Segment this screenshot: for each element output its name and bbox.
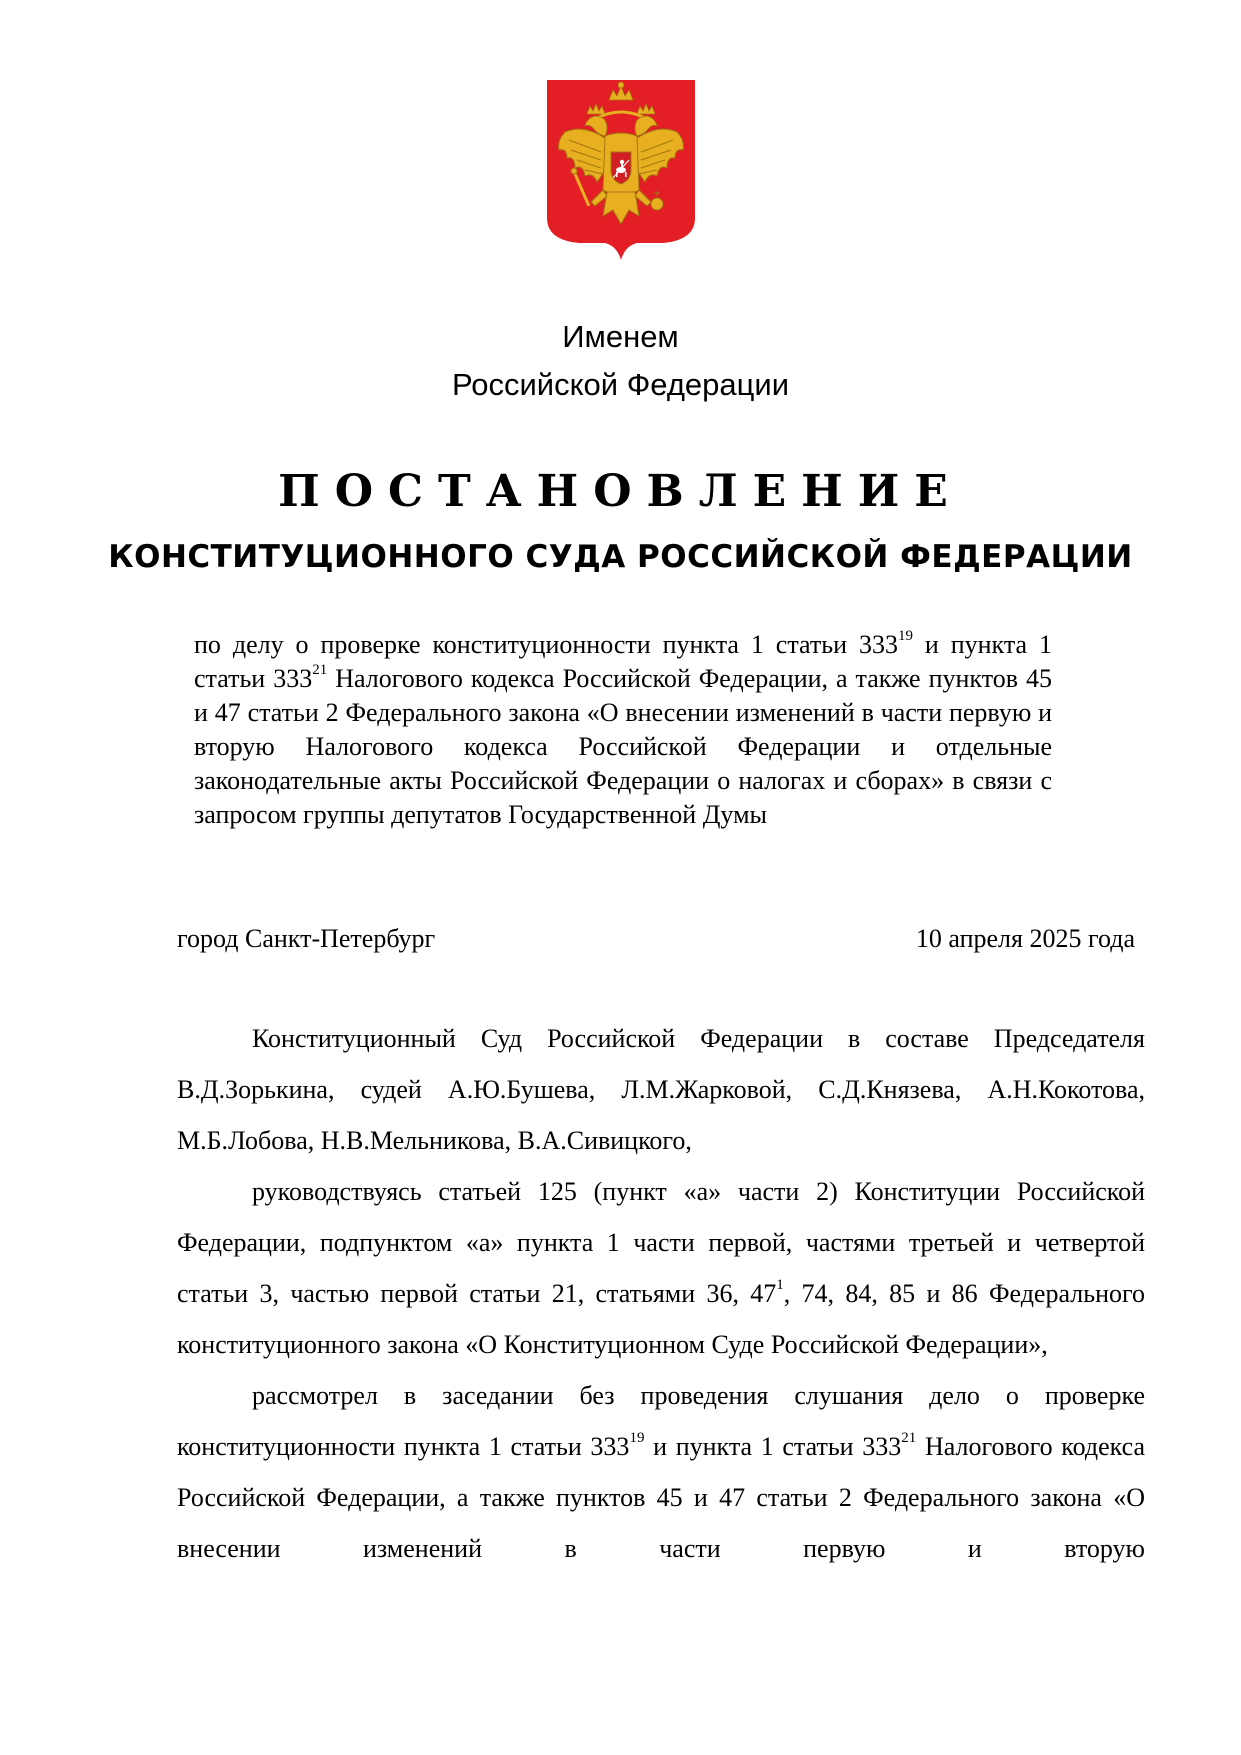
body-p2-part-1: руководствуясь статьей 125 (пункт «а» части 2) Конституции Российской Федерации, подпунктом «а» пункта 1 части первой, частями третьей и четвертой статьи 3, частью первой статьи 21, статьями 36, 47 [177, 1177, 1145, 1308]
date: 10 апреля 2025 года [915, 924, 1135, 953]
body-p3-part-2: и пункта 1 статьи 333 [644, 1432, 902, 1461]
body-p3-superscript-1: 19 [629, 1430, 645, 1447]
body-paragraph-guided-by [177, 1166, 1145, 1370]
header-line-1: Именем [562, 319, 679, 354]
case-text-part-3: Налогового кодекса Российской Федерации, а также пунктов 45 и 47 статьи 2 Федерального закона «О внесении изменений в части первую и вторую Налогового кодекса Российской Федерации и отдельные законодательные акты Российской Федерации о налогах и сборах» в связи с запросом группы депутатов Государственной Думы [194, 664, 1052, 829]
body-p3-superscript-2: 21 [901, 1430, 917, 1447]
case-superscript-1: 19 [897, 628, 913, 645]
case-description [194, 628, 1052, 832]
body-p2-part-2: , 74, 84, 85 и 86 Федерального конституционного закона «О Конституционном Суде Российской Федерации», [177, 1279, 1146, 1359]
body-p2-superscript: 1 [776, 1277, 784, 1294]
header-in-the-name [0, 313, 1241, 409]
case-superscript-2: 21 [312, 662, 328, 679]
document-body [177, 1013, 1145, 1574]
place-date-line [177, 921, 1135, 957]
body-paragraph-composition: Конституционный Суд Российской Федерации в составе Председателя В.Д.Зорькина, судей А.Ю.Бушева, Л.М.Жарковой, С.Д.Князева, А.Н.Кокотова, М.Б.Лобова, Н.В.Мельникова, В.А.Сивицкого, [177, 1024, 1145, 1155]
coat-of-arms-icon [545, 78, 697, 263]
document-subtitle: КОНСТИТУЦИОННОГО СУДА РОССИЙСКОЙ ФЕДЕРАЦИИ [108, 539, 1133, 575]
body-paragraph-considered [177, 1370, 1145, 1574]
body-p3-part-3: Налогового кодекса Российской Федерации, а также пунктов 45 и 47 статьи 2 Федерального закона «О внесении изменений в части первую и вторую [177, 1432, 1145, 1563]
case-text-part-1: по делу о проверке конституционности пункта 1 статьи 333 [194, 630, 898, 659]
document-title: ПОСТАНОВЛЕНИЕ [278, 466, 963, 517]
header-line-2: Российской Федерации [451, 367, 790, 402]
place: город Санкт-Петербург [177, 924, 436, 953]
body-p3-part-1: рассмотрел в заседании без проведения слушания дело о проверке конституционности пункта 1 статьи 333 [177, 1381, 1145, 1461]
case-text-part-2: и пункта 1 статьи 333 [194, 630, 1052, 693]
